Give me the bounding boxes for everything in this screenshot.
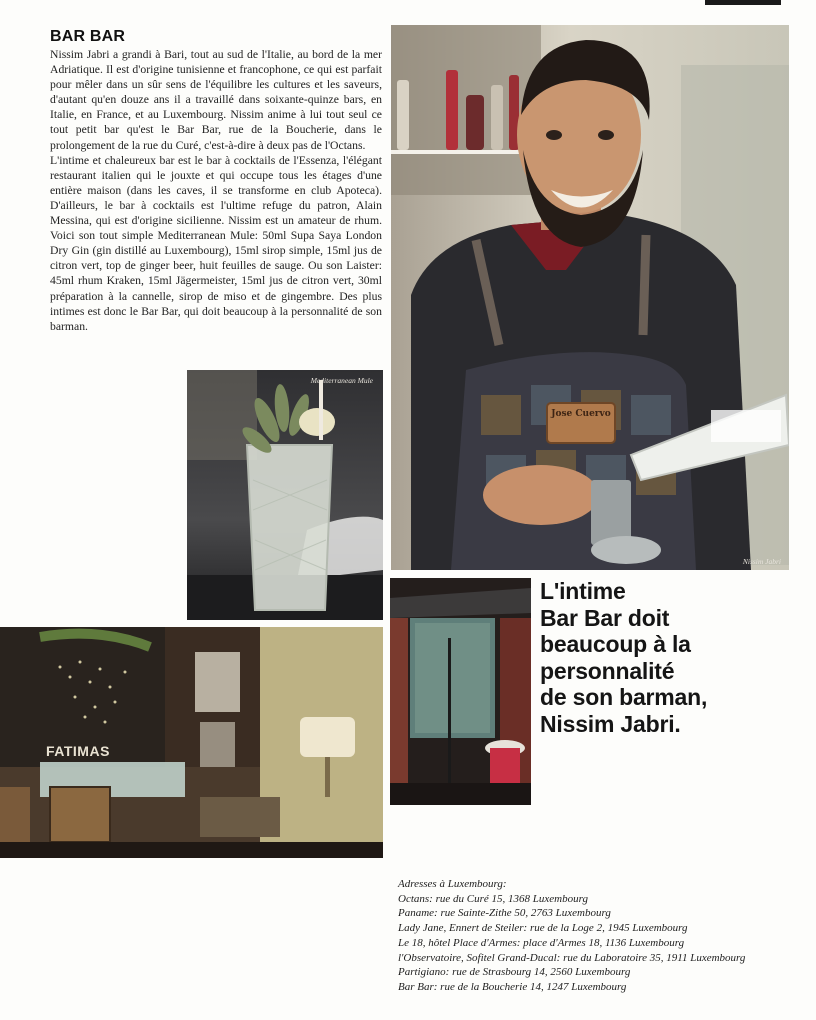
address-item: Octans: rue du Curé 15, 1368 Luxembourg	[398, 892, 588, 905]
body-paragraph-2: L'intime et chaleureux bar est le bar à cocktails de l'Essenza, l'élégant restaurant italien qui le jouxte et qui occupe tous les étages d'une entière maison (dans les caves, il se transforme en club Apoteca). D'ailleurs, le bar à cocktails est l'ultime refuge du patron, Alain Messina, qui est d'origine sicilienne. Nissim est un amateur de rhum. Voici son tout simple Mediterranean Mule: 50ml Supa Saya London Dry Gin (gin distillé au Luxembourg), 15ml sirop simple, 15ml jus de citron vert, top de ginger beer, huit feuilles de sauge. Ou son Laister: 45ml rhum Kraken, 15ml Jägermeister, 15ml jus de citron vert, 30ml préparation à la cannelle, sirop de miso et de gingembre. Des plus intimes est donc le Bar Bar, qui doit beaucoup à la personnalité de son barman.	[50, 153, 382, 333]
pull-quote-line: Nissim Jabri.	[540, 710, 681, 737]
address-item: Bar Bar: rue de la Boucherie 14, 1247 Luxembourg	[398, 980, 627, 993]
addresses-heading: Adresses à Luxembourg:	[398, 878, 507, 890]
address-item: Le 18, hôtel Place d'Armes: place d'Armes 18, 1136 Luxembourg	[398, 936, 685, 949]
apron-badge-label: Jose Cuervo	[551, 409, 611, 419]
interior-sign-text: FATIMAS	[46, 743, 110, 759]
pull-quote-line: L'intime	[540, 578, 626, 604]
page-corner-tab	[705, 0, 781, 5]
body-paragraph-1: Nissim Jabri a grandi à Bari, tout au sud de l'Italie, au bord de la mer Adriatique. Il est d'origine tunisienne et francophone, ce qui est parfait pour mêler dans un sûr sens de l'équilibre les cultures et les saveurs, d'autant qu'en douze ans il a travaillé dans soixante-quinze bars, en Italie, en France, et au Luxembourg. Nissim anime à lui tout seul ce tout petit bar qu'est le Bar Bar, rue de la Boucherie, dans le prolongement de la rue du Curé, c'est-à-dire à deux pas de l'Octans.	[50, 48, 382, 152]
barman-portrait-photo	[391, 25, 789, 570]
address-item: Lady Jane, Ennert de Steiler: rue de la Loge 2, 1945 Luxembourg	[398, 922, 688, 935]
pull-quote-line: personnalité	[540, 657, 675, 684]
address-item: l'Observatoire, Sofitel Grand-Ducal: rue du Laboratoire 35, 1911 Luxembourg	[398, 951, 746, 964]
pull-quote-line: de son barman,	[540, 684, 708, 710]
pull-quote	[540, 578, 780, 737]
bar-interior-photo	[0, 627, 383, 858]
portrait-caption: Nissim Jabri	[742, 557, 781, 566]
pull-quote-line: beaucoup à la	[540, 631, 691, 657]
bar-exterior-photo	[390, 578, 531, 805]
article-title: BAR BAR	[50, 28, 126, 45]
address-item: Partigiano: rue de Strasbourg 14, 2560 Luxembourg	[398, 966, 631, 979]
address-item: Paname: rue Sainte-Zithe 50, 2763 Luxembourg	[398, 907, 611, 920]
addresses-block	[398, 877, 745, 995]
cocktail-photo	[187, 370, 383, 620]
pull-quote-line: Bar Bar doit	[540, 604, 670, 631]
article-body	[50, 47, 382, 334]
cocktail-caption: Mediterranean Mule	[310, 376, 373, 385]
